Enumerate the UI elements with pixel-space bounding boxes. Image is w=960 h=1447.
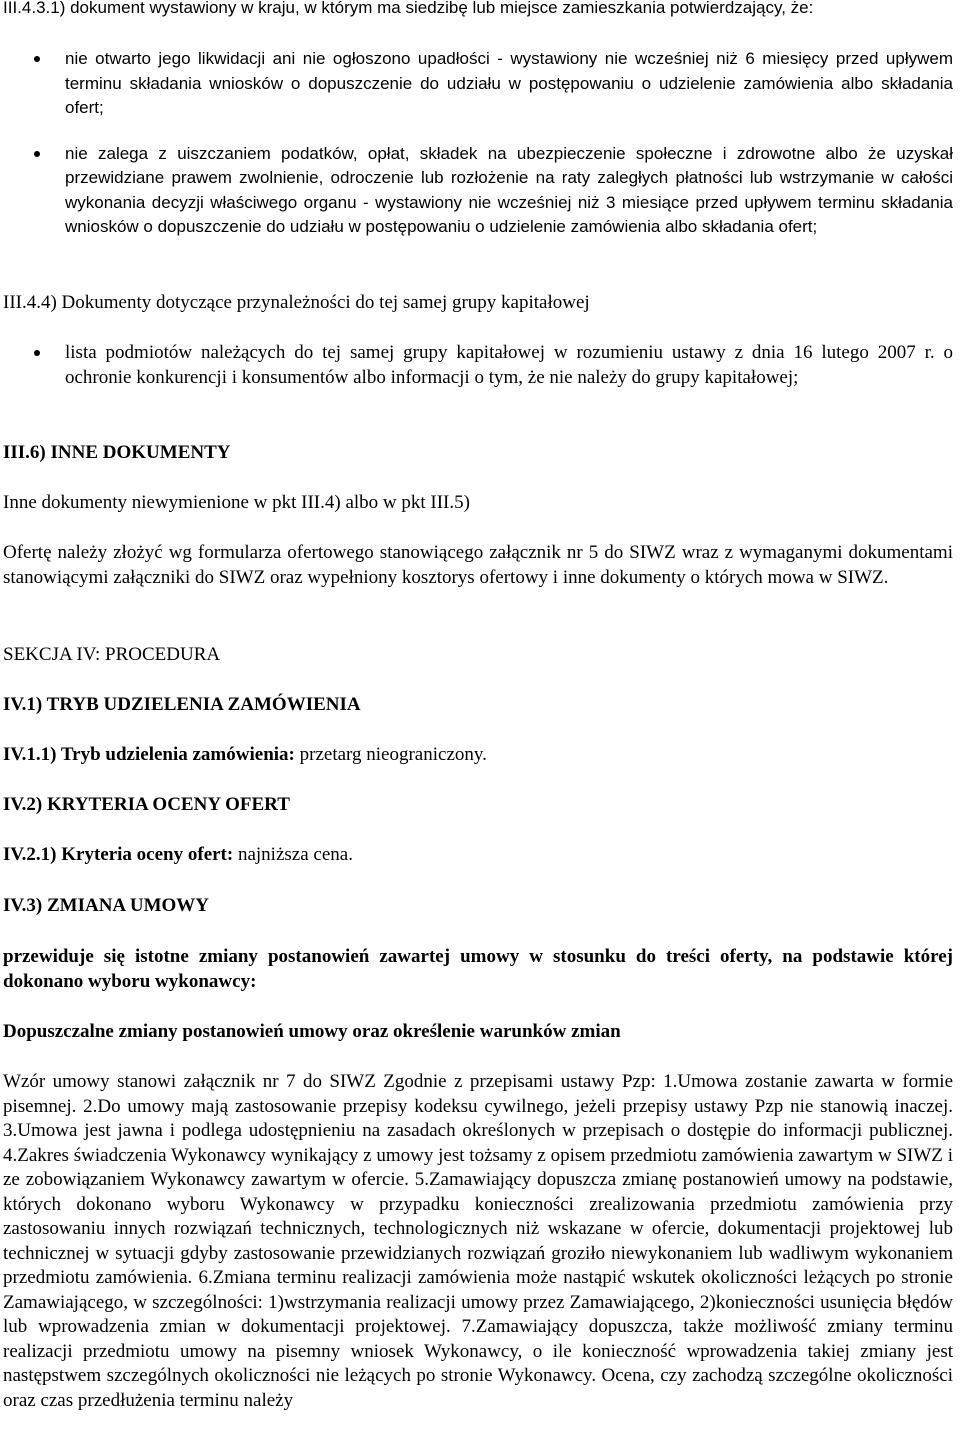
iv21-line [3, 843, 953, 868]
list-item [3, 142, 953, 240]
iv3-subheading [3, 1020, 953, 1045]
section-344-heading: III.4.4) Dokumenty dotyczące przynależności do tej samej grupy kapitałowej [3, 292, 590, 313]
list-item-text: nie zalega z uiszczaniem podatków, opłat, składek na ubezpieczenie społeczne i zdrowotne albo że uzyskał przewidziane prawem zwolnienie, odroczenie lub rozłożenie na raty zaległych płatności lub wstrzymanie w całości wykonania decyzji właściwego organu - wystawiony nie wcześniej niż 3 miesiące przed upływem terminu składania wniosków o dopuszczenie do udziału w postępowaniu o udzielenie zamówienia albo składania ofert; [65, 143, 953, 236]
section-343-bullet-list [3, 47, 953, 240]
section-36-heading-text: III.6) INNE DOKUMENTY [3, 442, 231, 463]
list-item [3, 47, 953, 121]
iv3-heading-text: IV.3) ZMIANA UMOWY [3, 895, 210, 916]
list-item-text: lista podmiotów należących do tej samej grupy kapitałowej w rozumieniu ustawy z dnia 16 lutego 2007 r. o ochronie konkurencji i konsumentów albo informacji o tym, że nie należy do grupy kapitałowej; [65, 342, 953, 388]
iv1-heading-text: IV.1) TRYB UDZIELENIA ZAMÓWIENIA [3, 694, 361, 715]
section-343-heading: III.4.3.1) dokument wystawiony w kraju, w którym ma siedzibę lub miejsce zamieszkania potwierdzający, że: [3, 0, 814, 17]
bullet-icon [34, 56, 40, 62]
iv21-value: najniższa cena. [233, 844, 353, 865]
section-344-bullet-list [3, 341, 953, 390]
iv3-bold-paragraph [3, 945, 953, 994]
bullet-icon [34, 151, 40, 157]
iv3-subheading-text: Dopuszczalne zmiany postanowień umowy oraz określenie warunków zmian [3, 1021, 621, 1042]
section-36-paragraph: Ofertę należy złożyć wg formularza ofertowego stanowiącego załącznik nr 5 do SIWZ wraz z wymaganymi dokumentami stanowiącymi załączniki do SIWZ oraz wypełniony kosztorys ofertowy i inne dokumenty o których mowa w SIWZ. [3, 542, 953, 588]
list-item [3, 341, 953, 390]
section-iv-heading: SEKCJA IV: PROCEDURA [3, 644, 221, 665]
iv11-value: przetarg nieograniczony. [294, 744, 487, 765]
section-36-heading [3, 441, 953, 466]
list-item-text: nie otwarto jego likwidacji ani nie ogłoszono upadłości - wystawiony nie wcześniej niż 6 miesięcy przed upływem terminu składania wniosków o dopuszczenie do udziału w postępowaniu o udzielenie zamówienia albo składania ofert; [65, 49, 953, 117]
iv2-heading-text: IV.2) KRYTERIA OCENY OFERT [3, 794, 290, 815]
section-36-line: Inne dokumenty niewymienione w pkt III.4) albo w pkt III.5) [3, 492, 470, 513]
iv1-heading [3, 693, 953, 718]
iv3-body: Wzór umowy stanowi załącznik nr 7 do SIWZ Zgodnie z przepisami ustawy Pzp: 1.Umowa zostanie zawarta w formie pisemnej. 2.Do umowy mają zastosowanie przepisy kodeksu cywilnego, jeżeli przepisy ustawy Pzp nie stanowią inaczej. 3.Umowa jest jawna i podlega udostępnieniu na zasadach określonych w przepisach o dostępie do informacji publicznej. 4.Zakres świadczenia Wykonawcy wynikający z umowy jest tożsamy z opisem przedmiotu zamówienia zawartym w SIWZ i ze zobowiązaniem Wykonawcy zawartym w ofercie. 5.Zamawiający dopuszcza zmianę postanowień umowy na podstawie, których dokonano wyboru Wykonawcy w przypadku konieczności zrealizowania przedmiotu zamówienia przy zastosowaniu innych rozwiązań technicznych, technologicznych niż wskazane w ofercie, dokumentacji projektowej lub technicznej w sytuacji gdyby zastosowanie przewidzianych rozwiązań groziło niewykonaniem lub wadliwym wykonaniem przedmiotu zamówienia. 6.Zmiana terminu realizacji zamówienia może nastąpić wskutek okoliczności leżących po stronie Zamawiającego, w szczególności: 1)wstrzymania realizacji umowy przez Zamawiającego, 2)konieczności usunięcia błędów lub wprowadzenia zmian w dokumentacji projektowej. 7.Zamawiający dopuszcza, także możliwość zmiany terminu realizacji przedmiotu umowy na pisemny wniosek Wykonawcy, o ile konieczność wprowadzenia takiej zmiany jest następstwem szczególnych okoliczności nie leżących po stronie Wykonawcy. Ocena, czy zachodzą szczególne okoliczności oraz czas przedłużenia terminu należy [3, 1071, 953, 1411]
iv3-heading [3, 894, 953, 919]
iv2-heading [3, 793, 953, 818]
iv11-label: IV.1.1) Tryb udzielenia zamówienia: [3, 744, 295, 765]
iv11-line [3, 743, 953, 768]
iv3-bold-text: przewiduje się istotne zmiany postanowień zawartej umowy w stosunku do treści oferty, na podstawie której dokonano wyboru wykonawcy: [3, 946, 953, 992]
iv21-label: IV.2.1) Kryteria oceny ofert: [3, 844, 234, 865]
bullet-icon [34, 350, 40, 356]
